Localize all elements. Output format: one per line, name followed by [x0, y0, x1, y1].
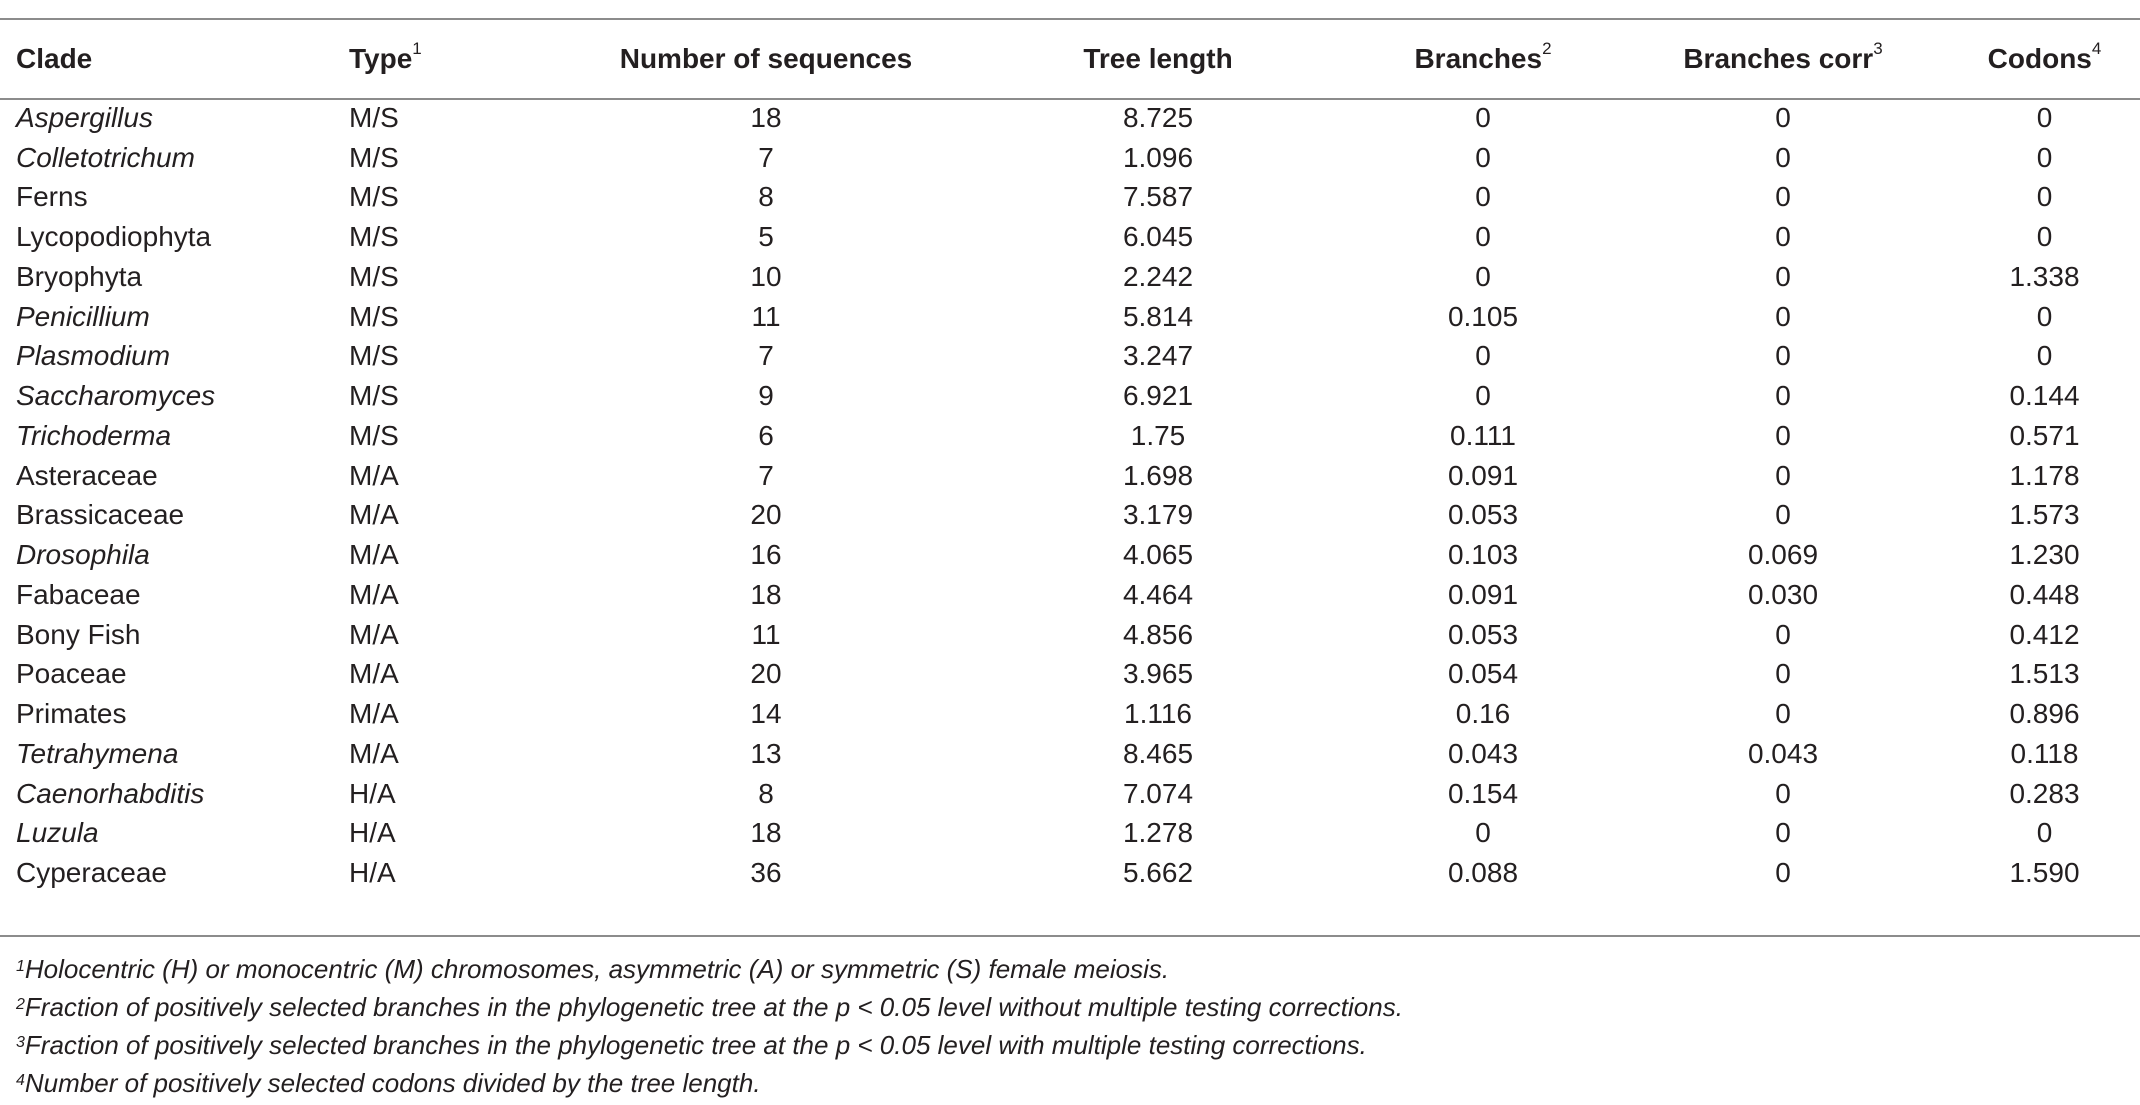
- cell-tree-length: 7.587: [1122, 181, 1194, 213]
- cell-branches: 0.103: [1447, 539, 1519, 571]
- footnote: $^2$Fraction of positively selected branches in the phylogenetic tree at the p < 0.05 level without multiple testing corrections.: [16, 992, 1403, 1022]
- cell-type: M/S: [349, 419, 399, 451]
- cell-codons: 0: [2036, 101, 2053, 133]
- cell-codons: 0: [2036, 181, 2053, 213]
- cell-type: M/S: [349, 380, 399, 412]
- cell-branches-corr: 0: [1775, 221, 1791, 253]
- cell-number-of-sequences: 16: [750, 539, 782, 571]
- cell-branches: 0: [1475, 380, 1491, 412]
- cell-number-of-sequences: 14: [750, 698, 782, 730]
- cell-tree-length: 4.856: [1122, 618, 1194, 650]
- cell-branches: 0.154: [1447, 777, 1519, 809]
- cell-type: M/A: [349, 578, 399, 610]
- table-row: [0, 257, 2140, 297]
- cell-branches-corr: 0: [1775, 260, 1791, 292]
- cell-type: M/S: [349, 340, 399, 372]
- table-row: [0, 376, 2140, 416]
- cell-branches-corr: 0: [1775, 419, 1791, 451]
- cell-codons: 0: [2036, 300, 2053, 332]
- data-table: [0, 20, 2140, 893]
- cell-tree-length: 6.921: [1122, 380, 1194, 412]
- cell-branches: 0: [1475, 101, 1491, 133]
- cell-branches-corr: 0: [1775, 380, 1791, 412]
- cell-branches-corr: 0: [1775, 340, 1791, 372]
- cell-type: M/A: [349, 539, 399, 571]
- cell-number-of-sequences: 18: [750, 578, 782, 610]
- cell-branches: 0.088: [1447, 857, 1519, 889]
- cell-number-of-sequences: 18: [750, 817, 782, 849]
- cell-codons: 1.513: [2009, 658, 2080, 690]
- table-row: [0, 853, 2140, 893]
- cell-type: H/A: [349, 857, 396, 889]
- cell-clade: Caenorhabditis: [16, 777, 205, 809]
- header-type: Type$^1$: [349, 39, 422, 74]
- cell-type: H/A: [349, 777, 396, 809]
- cell-clade: Luzula: [16, 817, 99, 849]
- table-row: [0, 217, 2140, 257]
- cell-clade: Fabaceae: [16, 578, 141, 610]
- table-row: [0, 416, 2140, 456]
- cell-type: M/A: [349, 459, 399, 491]
- cell-clade: Cyperaceae: [16, 857, 167, 889]
- cell-codons: 0.896: [2009, 698, 2080, 730]
- cell-branches: 0: [1475, 141, 1491, 173]
- cell-tree-length: 3.179: [1122, 499, 1194, 531]
- cell-codons: 0: [2036, 141, 2053, 173]
- cell-number-of-sequences: 7: [758, 459, 774, 491]
- table-row: [0, 535, 2140, 575]
- cell-branches: 0: [1475, 181, 1491, 213]
- cell-type: H/A: [349, 817, 396, 849]
- table-row: [0, 575, 2140, 615]
- cell-number-of-sequences: 9: [758, 380, 774, 412]
- cell-codons: 0.448: [2009, 578, 2080, 610]
- cell-type: M/A: [349, 618, 399, 650]
- cell-codons: 0.144: [2009, 380, 2080, 412]
- cell-number-of-sequences: 36: [750, 857, 782, 889]
- cell-number-of-sequences: 18: [750, 101, 782, 133]
- cell-branches-corr: 0: [1775, 698, 1791, 730]
- cell-branches: 0: [1475, 817, 1491, 849]
- cell-tree-length: 7.074: [1122, 777, 1194, 809]
- cell-branches: 0.111: [1450, 419, 1516, 451]
- cell-codons: 0.118: [2010, 737, 2079, 769]
- cell-type: M/S: [349, 300, 399, 332]
- cell-clade: Tetrahymena: [16, 737, 179, 769]
- cell-type: M/A: [349, 658, 399, 690]
- cell-codons: 0: [2036, 817, 2053, 849]
- cell-number-of-sequences: 5: [758, 221, 774, 253]
- cell-branches: 0: [1475, 340, 1491, 372]
- footnote: $^4$Number of positively selected codons divided by the tree length.: [16, 1068, 761, 1098]
- table-row: [0, 456, 2140, 496]
- cell-number-of-sequences: 20: [750, 658, 782, 690]
- table-row: [0, 694, 2140, 734]
- cell-branches-corr: 0.030: [1747, 578, 1819, 610]
- cell-clade: Poaceae: [16, 658, 127, 690]
- cell-tree-length: 5.814: [1122, 300, 1194, 332]
- cell-type: M/S: [349, 260, 399, 292]
- cell-type: M/S: [349, 181, 399, 213]
- cell-type: M/S: [349, 141, 399, 173]
- cell-tree-length: 1.698: [1122, 459, 1194, 491]
- cell-branches-corr: 0.069: [1747, 539, 1819, 571]
- table-row: [0, 774, 2140, 814]
- cell-branches: 0.054: [1447, 658, 1519, 690]
- footnote: $^3$Fraction of positively selected branches in the phylogenetic tree at the p < 0.05 level with multiple testing corrections.: [16, 1030, 1367, 1060]
- cell-codons: 1.338: [2009, 260, 2080, 292]
- cell-tree-length: 4.464: [1122, 578, 1194, 610]
- cell-number-of-sequences: 20: [750, 499, 782, 531]
- cell-tree-length: 8.465: [1122, 737, 1194, 769]
- cell-branches: 0.105: [1447, 300, 1519, 332]
- cell-codons: 0.571: [2009, 419, 2080, 451]
- cell-clade: Aspergillus: [16, 101, 153, 133]
- cell-codons: 1.573: [2009, 499, 2080, 531]
- cell-codons: 0: [2036, 221, 2053, 253]
- cell-branches-corr: 0: [1775, 658, 1791, 690]
- header-row: [0, 20, 2140, 98]
- header-branches-corr: Branches corr$^3$: [1683, 39, 1883, 74]
- cell-clade: Brassicaceae: [16, 499, 185, 531]
- cell-tree-length: 1.75: [1130, 419, 1186, 451]
- cell-codons: 1.178: [2009, 459, 2080, 491]
- cell-tree-length: 4.065: [1122, 539, 1194, 571]
- table-row: [0, 138, 2140, 178]
- cell-branches-corr: 0: [1775, 817, 1791, 849]
- bottom-rule: [0, 935, 2140, 937]
- cell-branches-corr: 0: [1775, 459, 1791, 491]
- cell-branches-corr: 0: [1775, 101, 1791, 133]
- cell-branches: 0.091: [1447, 459, 1519, 491]
- cell-codons: 1.230: [2009, 539, 2080, 571]
- cell-number-of-sequences: 11: [751, 618, 781, 650]
- cell-number-of-sequences: 8: [758, 181, 774, 213]
- cell-number-of-sequences: 7: [758, 141, 774, 173]
- cell-tree-length: 3.247: [1122, 340, 1194, 372]
- cell-branches: 0: [1475, 260, 1491, 292]
- table-row: [0, 814, 2140, 854]
- cell-branches-corr: 0: [1775, 857, 1791, 889]
- header-branches: Branches$^2$: [1414, 39, 1552, 74]
- cell-clade: Plasmodium: [16, 340, 171, 372]
- cell-branches: 0.16: [1455, 698, 1511, 730]
- table-row: [0, 178, 2140, 218]
- cell-branches-corr: 0: [1775, 618, 1791, 650]
- table-row: [0, 734, 2140, 774]
- cell-branches-corr: 0: [1775, 181, 1791, 213]
- footnote: $^1$Holocentric (H) or monocentric (M) chromosomes, asymmetric (A) or symmetric (S) female meiosis.: [16, 954, 1170, 984]
- cell-clade: Asteraceae: [16, 459, 158, 491]
- cell-type: M/A: [349, 698, 399, 730]
- cell-branches-corr: 0: [1775, 141, 1791, 173]
- cell-clade: Colletotrichum: [16, 141, 195, 173]
- cell-branches-corr: 0.043: [1747, 737, 1819, 769]
- cell-codons: 0: [2036, 340, 2053, 372]
- cell-branches: 0.043: [1447, 737, 1519, 769]
- cell-clade: Penicillium: [16, 300, 150, 332]
- cell-tree-length: 6.045: [1122, 221, 1194, 253]
- cell-clade: Saccharomyces: [16, 380, 216, 412]
- cell-branches: 0: [1475, 221, 1491, 253]
- cell-type: M/A: [349, 737, 399, 769]
- cell-type: M/A: [349, 499, 399, 531]
- cell-clade: Drosophila: [16, 539, 150, 571]
- cell-clade: Ferns: [16, 181, 88, 213]
- table-row: [0, 98, 2140, 138]
- cell-clade: Bony Fish: [16, 618, 141, 650]
- cell-branches-corr: 0: [1775, 777, 1791, 809]
- table-row: [0, 615, 2140, 655]
- table-row: [0, 337, 2140, 377]
- cell-tree-length: 3.965: [1122, 658, 1194, 690]
- cell-number-of-sequences: 11: [751, 300, 781, 332]
- cell-tree-length: 1.278: [1122, 817, 1194, 849]
- cell-tree-length: 1.096: [1122, 141, 1194, 173]
- cell-tree-length: 8.725: [1122, 101, 1194, 133]
- header-codons: Codons$^4$: [1987, 39, 2102, 74]
- cell-clade: Primates: [16, 698, 127, 730]
- cell-number-of-sequences: 7: [758, 340, 774, 372]
- cell-tree-length: 2.242: [1122, 260, 1194, 292]
- cell-branches: 0.053: [1447, 499, 1519, 531]
- cell-branches-corr: 0: [1775, 499, 1791, 531]
- cell-clade: Trichoderma: [16, 419, 172, 451]
- table-row: [0, 655, 2140, 695]
- cell-number-of-sequences: 6: [758, 419, 774, 451]
- cell-codons: 0.412: [2009, 618, 2080, 650]
- cell-branches: 0.053: [1447, 618, 1519, 650]
- header-tree-length: Tree length: [1083, 43, 1233, 74]
- cell-type: M/S: [349, 221, 399, 253]
- table-row: [0, 496, 2140, 536]
- table-row: [0, 297, 2140, 337]
- cell-tree-length: 5.662: [1122, 857, 1194, 889]
- cell-type: M/S: [349, 101, 399, 133]
- cell-codons: 0.283: [2009, 777, 2080, 809]
- cell-number-of-sequences: 10: [750, 260, 782, 292]
- cell-tree-length: 1.116: [1124, 698, 1192, 730]
- cell-clade: Bryophyta: [16, 260, 143, 292]
- cell-number-of-sequences: 8: [758, 777, 774, 809]
- cell-branches: 0.091: [1447, 578, 1519, 610]
- footnotes: [16, 950, 2116, 1102]
- cell-clade: Lycopodiophyta: [16, 221, 212, 253]
- header-clade: Clade: [16, 43, 93, 74]
- header-number-of-sequences: Number of sequences: [619, 43, 913, 74]
- cell-number-of-sequences: 13: [750, 737, 782, 769]
- cell-branches-corr: 0: [1775, 300, 1791, 332]
- cell-codons: 1.590: [2009, 857, 2080, 889]
